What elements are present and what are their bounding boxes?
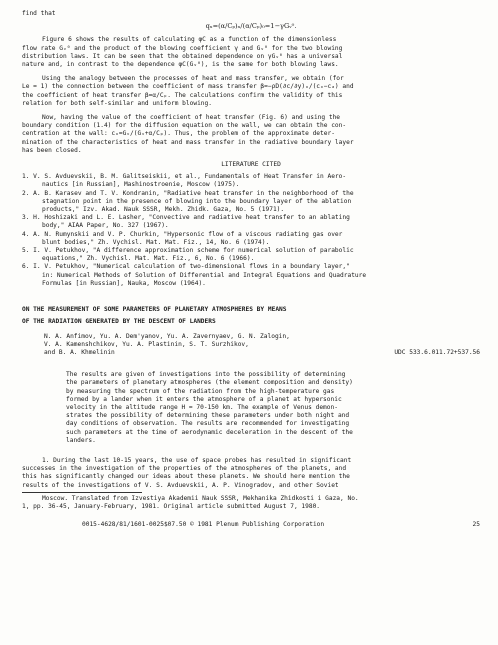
body-line: successes in the investigation of the properties of the atmospheres of the planets, and bbox=[22, 465, 347, 473]
footnote-rule bbox=[22, 492, 142, 493]
paragraph-1 bbox=[22, 36, 480, 69]
author-line: and B. A. Khmelinin bbox=[44, 348, 115, 356]
reference-line: 1. V. S. Avduevskii, B. M. Galitseiskii, et al., Fundamentals of Heat Transfer in Aero- bbox=[22, 173, 347, 181]
abstract bbox=[22, 371, 446, 445]
abstract-line: by measuring the spectrum of the radiation from the high-temperature gas bbox=[66, 387, 335, 395]
find-that-text: find that bbox=[22, 10, 56, 17]
reference-line: 5. I. V. Petukhov, "A difference approximation scheme for numerical solution of parabolic bbox=[22, 247, 354, 255]
body-paragraph bbox=[22, 457, 480, 490]
authors-block bbox=[22, 333, 480, 349]
paragraph-line: Figure 6 shows the results of calculating φC as a function of the dimensionless bbox=[42, 36, 337, 44]
paragraph-line: mination of the characteristics of heat and mass transfer in the radiative boundary layer bbox=[22, 138, 354, 146]
paragraph-line: boundary condition (1.4) for the diffusion equation on the wall, we can obtain the con- bbox=[22, 122, 347, 130]
paragraph-line: has been closed. bbox=[22, 146, 82, 154]
reference-item bbox=[22, 231, 480, 247]
reference-line: body," AIAA Paper, No. 327 (1967). bbox=[42, 222, 169, 230]
reference-item bbox=[22, 190, 480, 215]
reference-line: Formulas [in Russian], Nauka, Moscow (1964). bbox=[42, 279, 206, 287]
body-line: results of the investigations of V. S. Avduevskii, A. P. Vinogradov, and other Soviet bbox=[22, 481, 339, 489]
reference-line: nautics [in Russian], Mashinostroenie, Moscow (1975). bbox=[42, 181, 240, 189]
abstract-line: velocity in the altitude range H = 70-150 km. The example of Venus demon- bbox=[66, 403, 338, 411]
paragraph-line: the coefficient of heat transfer β=α/Cₚ. The calculations confirm the validity of this bbox=[22, 91, 343, 99]
body-line: this has significantly changed our ideas about these planets. We should here mention the bbox=[22, 473, 350, 481]
authors-udc-row bbox=[22, 349, 480, 357]
abstract-line: strates the possibility of determining these parameters under both night and bbox=[66, 412, 350, 420]
reference-item bbox=[22, 263, 480, 288]
reference-item bbox=[22, 247, 480, 263]
paragraph-line: centration at the wall: cₓ=Gᵥ/(Gᵥ+α/Cₚ). Thus, the problem of the approximate deter- bbox=[22, 130, 335, 138]
article-title-line: OF THE RADIATION GENERATED BY THE DESCENT OF LANDERS bbox=[22, 318, 216, 326]
abstract-line: day conditions of observation. The results are recommended for investigating bbox=[66, 420, 350, 428]
article-title bbox=[22, 306, 480, 326]
abstract-line: formed by a lander when it enters the atmosphere of a planet at hypersonic bbox=[66, 395, 342, 403]
abstract-line: such parameters at the time of aerodynamic deceleration in the descent of the bbox=[66, 428, 353, 436]
footnote-line: 1, pp. 36-45, January-February, 1981. Original article submitted August 7, 1980. bbox=[22, 502, 321, 510]
paragraph-line: flow rate Gᵥ⁰ and the product of the blowing coefficient γ and Gᵥ⁰ for the two blowing bbox=[22, 44, 343, 52]
page-number: 25 bbox=[472, 521, 480, 529]
paragraph-2 bbox=[22, 75, 480, 108]
reference-line: 4. A. N. Rumynskii and V. P. Churkin, "Hypersonic flow of a viscous radiating gas over bbox=[22, 230, 343, 238]
article-title-line: ON THE MEASUREMENT OF SOME PARAMETERS OF PLANETARY ATMOSPHERES BY MEANS bbox=[22, 306, 287, 314]
udc-code: UDC 533.6.011.72+537.56 bbox=[394, 348, 480, 356]
reference-line: 6. I. V. Petukhov, "Numerical calculation of two-dimensional flows in a boundary layer," bbox=[22, 263, 350, 271]
reference-line: equations," Zh. Vychisl. Mat. Mat. Fiz., 6, No. 6 (1966). bbox=[42, 255, 255, 263]
paragraph-line: relation for both self-similar and uniform blowing. bbox=[22, 99, 212, 107]
equation-q: qₓ=(α/Cₚ)ₓ/(α/Cₚ)₀=1−γGᵥ⁰. bbox=[205, 22, 297, 31]
author-line: N. A. Anfimov, Yu. A. Dem'yanov, Yu. A. Zavernyaev, G. N. Zalogin, bbox=[44, 332, 290, 340]
page-content bbox=[22, 10, 480, 529]
author-line: V. A. Kamenshchikov, Yu. A. Plastinin, S. T. Surzhikov, bbox=[44, 340, 249, 348]
reference-line: blunt bodies," Zh. Vychisl. Mat. Mat. Fiz., 14, No. 6 (1974). bbox=[42, 238, 270, 246]
reference-line: 3. H. Hoshizaki and L. E. Lasher, "Convective and radiative heat transfer to an ablating bbox=[22, 214, 350, 222]
abstract-line: The results are given of investigations into the possibility of determining bbox=[66, 371, 346, 379]
copyright-line: 0015-4628/81/1601-0025$07.50 © 1981 Plenum Publishing Corporation bbox=[82, 521, 325, 529]
reference-line: stagnation point in the presence of blowing into the boundary layer of the ablation bbox=[42, 197, 352, 205]
reference-item bbox=[22, 214, 480, 230]
literature-heading: LITERATURE CITED bbox=[221, 161, 281, 169]
page-footer bbox=[22, 521, 480, 529]
paragraph-line: nature and, in contrast to the dependence φC(Gᵥ⁰), is the same for both blowing laws. bbox=[22, 61, 339, 69]
footnote-line: Moscow. Translated from Izvestiya Akademii Nauk SSSR, Mekhanika Zhidkosti i Gaza, No. bbox=[42, 494, 359, 502]
paragraph-3 bbox=[22, 114, 480, 155]
reference-line: in: Numerical Methods of Solution of Differential and Integral Equations and Quadrature bbox=[42, 271, 367, 279]
reference-item bbox=[22, 173, 480, 189]
paragraph-line: Using the analogy between the processes of heat and mass transfer, we obtain (for bbox=[42, 75, 344, 83]
body-line: 1. During the last 10-15 years, the use of space probes has resulted in significant bbox=[42, 456, 352, 464]
paragraph-line: Le = 1) the connection between the coefficient of mass transfer β=−ρD(∂c/∂y)ₓ/(cₓ−cₐ) and bbox=[22, 83, 354, 91]
paragraph-line: distribution laws. It can be seen that the obtained dependence on γGᵥ⁰ has a universal bbox=[22, 52, 343, 60]
abstract-line: landers. bbox=[66, 436, 96, 444]
references-list bbox=[22, 173, 480, 288]
abstract-line: the parameters of planetary atmospheres (the element composition and density) bbox=[66, 379, 353, 387]
footnote bbox=[22, 495, 480, 511]
paragraph-line: Now, having the value of the coefficient of heat transfer (Fig. 6) and using the bbox=[42, 114, 341, 122]
reference-line: products," Izv. Akad. Nauk SSSR, Mekh. Zhidk. Gaza, No. 5 (1971). bbox=[42, 206, 285, 214]
reference-line: 2. A. B. Karasev and T. V. Kondranin, "Radiative heat transfer in the neighborhood of the bbox=[22, 189, 354, 197]
